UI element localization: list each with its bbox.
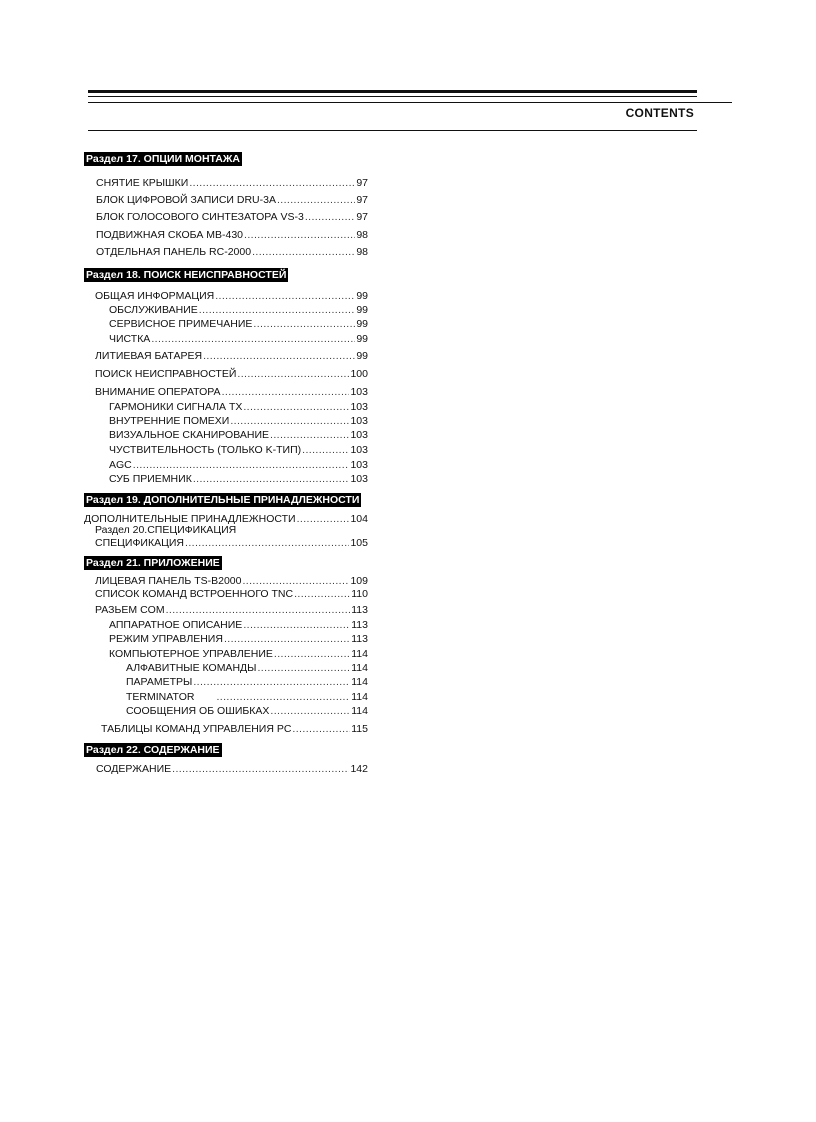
toc-entry: ЛИЦЕВАЯ ПАНЕЛЬ TS-B2000 ..... 109 [95,575,368,588]
section-18-heading: Раздел 18. ПОИСК НЕИСПРАВНОСТЕЙ [86,269,287,281]
section-19-heading: Раздел 19. ДОПОЛНИТЕЛЬНЫЕ ПРИНАДЛЕЖНОСТИ [86,494,360,506]
toc-entry: ТАБЛИЦЫ КОМАНД УПРАВЛЕНИЯ PC ..... 115 [101,723,368,736]
header-title: CONTENTS [625,106,694,120]
section-21-heading: Раздел 21. ПРИЛОЖЕНИЕ [86,557,220,569]
toc-entry: ЧИСТКА ..... 99 [109,333,368,346]
toc-entry: АЛФАВИТНЫЕ КОМАНДЫ ..... 114 [126,662,368,675]
toc-entry: СНЯТИЕ КРЫШКИ ..... 97 [96,177,368,190]
toc-entry: ВНУТРЕННИЕ ПОМЕХИ ..... 103 [109,415,368,428]
toc-entry: ОБЩАЯ ИНФОРМАЦИЯ ..... 99 [95,290,368,303]
toc-entry: РАЗЬЕМ COM ..... 113 [95,604,368,617]
toc-entry: ОТДЕЛЬНАЯ ПАНЕЛЬ RC-2000 ..... 98 [96,246,368,259]
header-underline [88,130,697,131]
header-rule-bottom [88,102,732,103]
toc-entry: СЕРВИСНОЕ ПРИМЕЧАНИЕ ..... 99 [109,318,368,331]
toc-entry: ЛИТИЕВАЯ БАТАРЕЯ ..... 99 [95,350,368,363]
toc-entry: TERMINATOR ..... 114 [126,691,368,704]
toc-entry: ДОПОЛНИТЕЛЬНЫЕ ПРИНАДЛЕЖНОСТИ ..... 104 [84,513,368,526]
toc-entry: СПИСОК КОМАНД ВСТРОЕННОГО TNC ..... 110 [95,588,368,601]
toc-entry: ОБСЛУЖИВАНИЕ ..... 99 [109,304,368,317]
toc-entry: AGC ..... 103 [109,459,368,472]
section-20-heading: Раздел 20.СПЕЦИФИКАЦИЯ [95,524,237,536]
header-rule-top-thin [88,96,697,97]
toc-entry: ВИЗУАЛЬНОЕ СКАНИРОВАНИЕ ..... 103 [109,429,368,442]
toc-entry: ПОДВИЖНАЯ СКОБА MB-430 ..... 98 [96,229,368,242]
toc-entry: РЕЖИМ УПРАВЛЕНИЯ ..... 113 [109,633,368,646]
toc-entry: ВНИМАНИЕ ОПЕРАТОРА ..... 103 [95,386,368,399]
header-rule-top-thick [88,90,697,93]
toc-entry: БЛОК ЦИФРОВОЙ ЗАПИСИ DRU-3A ..... 97 [96,194,368,207]
section-22-heading: Раздел 22. СОДЕРЖАНИЕ [86,744,220,756]
toc-entry: СУБ ПРИЕМНИК ..... 103 [109,473,368,486]
toc-entry: СООБЩЕНИЯ ОБ ОШИБКАХ ..... 114 [126,705,368,718]
toc-entry: ПАРАМЕТРЫ ..... 114 [126,676,368,689]
toc-entry: ГАРМОНИКИ СИГНАЛА TX ..... 103 [109,401,368,414]
toc-entry: ЧУСТВИТЕЛЬНОСТЬ (ТОЛЬКО K-ТИП) ..... 103 [109,444,368,457]
toc-entry: ПОИСК НЕИСПРАВНОСТЕЙ ..... 100 [95,368,368,381]
toc-entry: СОДЕРЖАНИЕ ..... 142 [96,763,368,776]
toc-entry: СПЕЦИФИКАЦИЯ ..... 105 [95,537,368,550]
section-17-heading: Раздел 17. ОПЦИИ МОНТАЖА [86,153,240,165]
toc-entry: АППАРАТНОЕ ОПИСАНИЕ ..... 113 [109,619,368,632]
toc-entry: БЛОК ГОЛОСОВОГО СИНТЕЗАТОРА VS-3 ..... 97 [96,211,368,224]
toc-entry: КОМПЬЮТЕРНОЕ УПРАВЛЕНИЕ ..... 114 [109,648,368,661]
